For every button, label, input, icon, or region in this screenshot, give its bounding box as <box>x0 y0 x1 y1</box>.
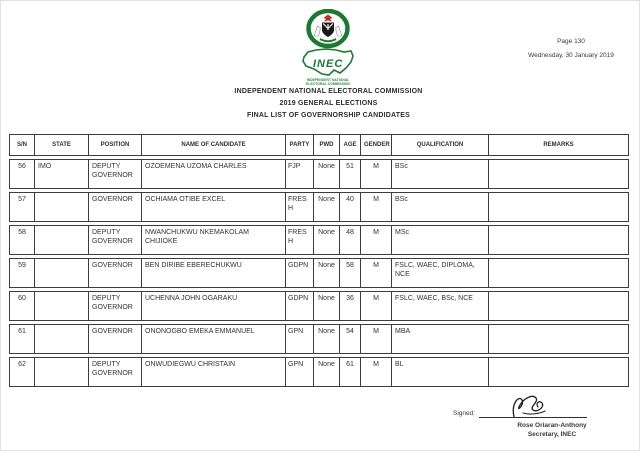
cell-qualification: MBA <box>391 324 488 354</box>
page-date: Wednesday, 30 January 2019 <box>528 52 614 59</box>
table-row <box>9 357 629 387</box>
signatory-title: Secretary, INEC <box>527 431 577 438</box>
cell-age: 54 <box>339 324 360 354</box>
cell-qualification: MSc <box>391 225 488 255</box>
cell-sn: 57 <box>9 192 34 222</box>
cell-state <box>34 291 88 321</box>
cell-pwd: None <box>313 159 339 189</box>
signature-block <box>453 397 618 439</box>
candidates-table <box>9 131 629 390</box>
logo-caption-2: ELECTORAL COMMISSION <box>306 82 350 86</box>
table-row <box>9 258 629 288</box>
cell-gender: M <box>360 324 391 354</box>
signatory-name: Rose Oriaran-Anthony <box>517 422 587 429</box>
logo-acronym: INEC <box>313 58 344 70</box>
cell-party: GDPN <box>285 291 313 321</box>
cell-qualification: BL <box>391 357 488 387</box>
cell-remarks <box>488 324 629 354</box>
signature-icon <box>509 393 551 421</box>
cell-name: OCHIAMA OTIBE EXCEL <box>141 192 285 222</box>
cell-state <box>34 357 88 387</box>
inec-logo-icon <box>296 9 360 87</box>
cell-position: DEPUTY GOVERNOR <box>88 225 141 255</box>
cell-position: GOVERNOR <box>88 258 141 288</box>
cell-age: 36 <box>339 291 360 321</box>
column-header: AGE <box>339 134 360 156</box>
cell-remarks <box>488 192 629 222</box>
cell-qualification: BSc <box>391 192 488 222</box>
cell-age: 51 <box>339 159 360 189</box>
cell-remarks <box>488 357 629 387</box>
cell-name: UCHENNA JOHN OGARAKU <box>141 291 285 321</box>
signature-line <box>479 397 587 418</box>
table-row <box>9 291 629 321</box>
column-header: POSITION <box>88 134 141 156</box>
cell-sn: 58 <box>9 225 34 255</box>
cell-pwd: None <box>313 324 339 354</box>
cell-party: FRESH <box>285 192 313 222</box>
cell-age: 61 <box>339 357 360 387</box>
cell-position: DEPUTY GOVERNOR <box>88 159 141 189</box>
column-header: NAME OF CANDIDATE <box>141 134 285 156</box>
cell-gender: M <box>360 225 391 255</box>
column-header: PARTY <box>285 134 313 156</box>
cell-gender: M <box>360 258 391 288</box>
column-header: STATE <box>34 134 88 156</box>
column-header: PWD <box>313 134 339 156</box>
cell-sn: 62 <box>9 357 34 387</box>
table-header-row <box>9 134 629 156</box>
cell-name: OZOEMENA UZOMA CHARLES <box>141 159 285 189</box>
cell-gender: M <box>360 192 391 222</box>
cell-sn: 59 <box>9 258 34 288</box>
cell-qualification: FSLC, WAEC, BSc, NCE <box>391 291 488 321</box>
cell-remarks <box>488 258 629 288</box>
cell-gender: M <box>360 291 391 321</box>
cell-name: ONONOGBO EMEKA EMMANUEL <box>141 324 285 354</box>
cell-remarks <box>488 159 629 189</box>
cell-party: FJP <box>285 159 313 189</box>
org-name-title: INDEPENDENT NATIONAL ELECTORAL COMMISSION <box>234 88 423 95</box>
table-row <box>9 159 629 189</box>
logo-caption-1: INDEPENDENT NATIONAL <box>306 78 350 82</box>
cell-state: IMO <box>34 159 88 189</box>
table-row <box>9 225 629 255</box>
cell-position: GOVERNOR <box>88 324 141 354</box>
inec-logo <box>296 9 360 92</box>
cell-state <box>34 225 88 255</box>
cell-age: 48 <box>339 225 360 255</box>
cell-pwd: None <box>313 357 339 387</box>
cell-name: BEN DIRIBE EBERECHUKWU <box>141 258 285 288</box>
table-row <box>9 192 629 222</box>
cell-gender: M <box>360 159 391 189</box>
column-header: S/N <box>9 134 34 156</box>
cell-sn: 56 <box>9 159 34 189</box>
cell-sn: 60 <box>9 291 34 321</box>
cell-party: FRESH <box>285 225 313 255</box>
cell-remarks <box>488 291 629 321</box>
page-info <box>511 38 631 59</box>
cell-remarks <box>488 225 629 255</box>
cell-position: DEPUTY GOVERNOR <box>88 357 141 387</box>
cell-pwd: None <box>313 258 339 288</box>
document-titles <box>1 86 640 122</box>
table-row <box>9 324 629 354</box>
cell-position: DEPUTY GOVERNOR <box>88 291 141 321</box>
cell-state <box>34 192 88 222</box>
cell-party: GPN <box>285 324 313 354</box>
page-number: Page 130 <box>557 38 585 45</box>
cell-position: GOVERNOR <box>88 192 141 222</box>
cell-state <box>34 258 88 288</box>
cell-party: GDPN <box>285 258 313 288</box>
column-header: REMARKS <box>488 134 629 156</box>
list-title: FINAL LIST OF GOVERNORSHIP CANDIDATES <box>247 112 410 119</box>
signed-label: Signed: <box>453 410 476 417</box>
cell-name: NWANCHUKWU NKEMAKOLAM CHIJIOKE <box>141 225 285 255</box>
cell-qualification: BSc <box>391 159 488 189</box>
column-header: QUALIFICATION <box>391 134 488 156</box>
cell-pwd: None <box>313 225 339 255</box>
cell-name: ONWUDIEGWU CHRISTAIN <box>141 357 285 387</box>
cell-sn: 61 <box>9 324 34 354</box>
cell-age: 58 <box>339 258 360 288</box>
column-header: GENDER <box>360 134 391 156</box>
cell-party: GPN <box>285 357 313 387</box>
cell-gender: M <box>360 357 391 387</box>
cell-pwd: None <box>313 192 339 222</box>
election-title: 2019 GENERAL ELECTIONS <box>279 100 378 107</box>
cell-qualification: FSLC, WAEC, DIPLOMA, NCE <box>391 258 488 288</box>
cell-pwd: None <box>313 291 339 321</box>
cell-age: 40 <box>339 192 360 222</box>
cell-state <box>34 324 88 354</box>
